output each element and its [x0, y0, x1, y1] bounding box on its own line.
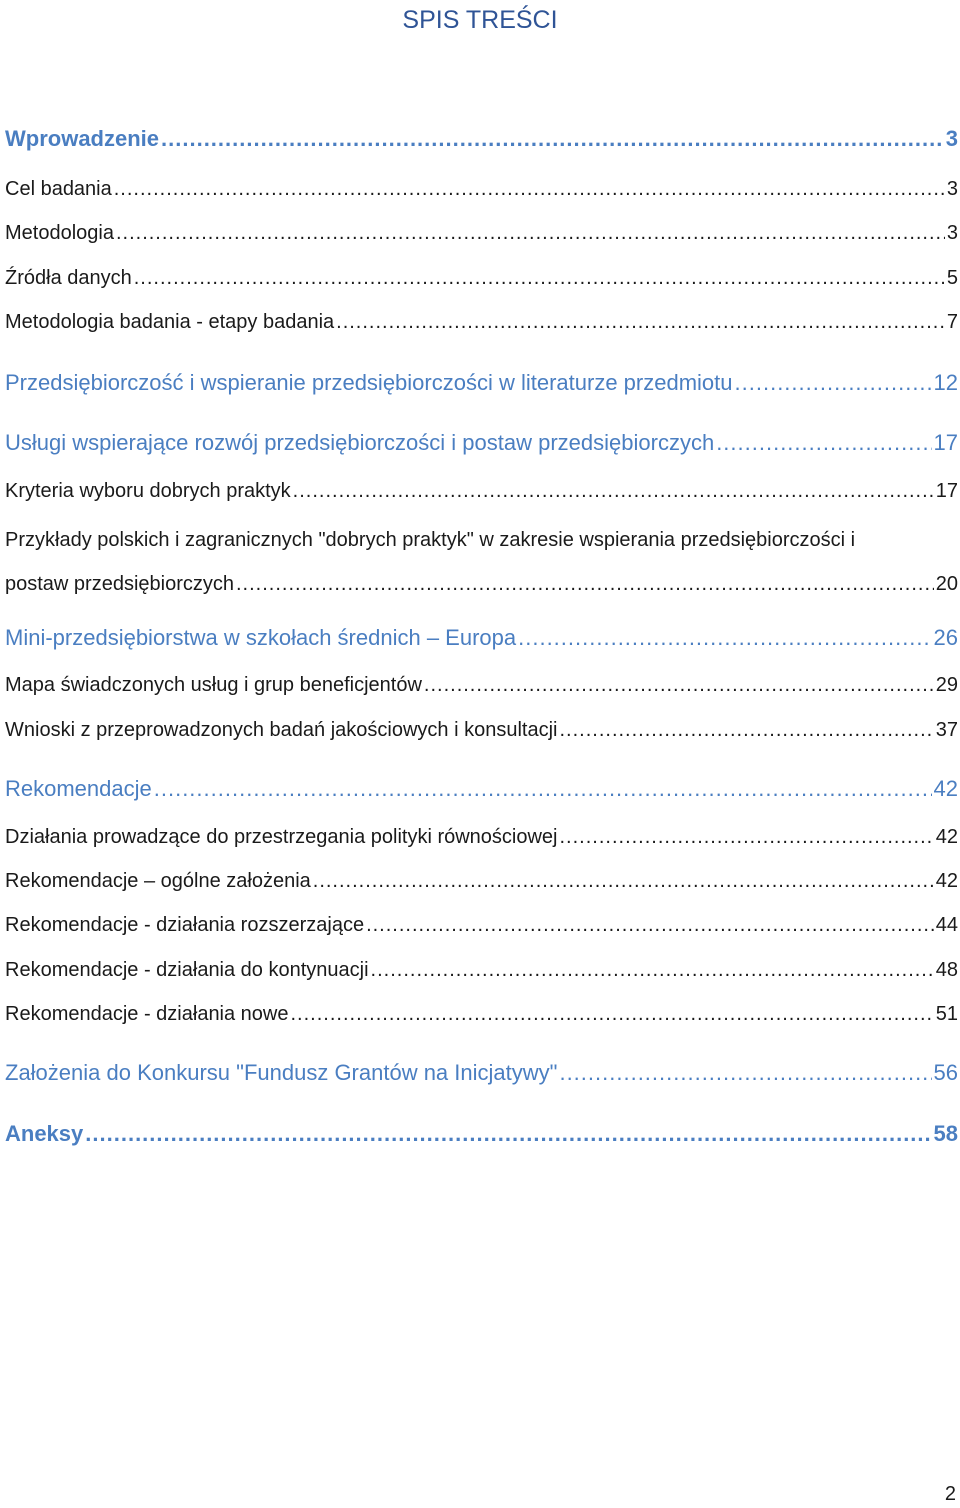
toc-entry-label: Metodologia badania - etapy badania — [5, 311, 335, 333]
toc-leader-dots — [716, 430, 931, 456]
document-title: SPIS TREŚCI — [402, 6, 558, 34]
toc-entry-wnioski[interactable] — [5, 719, 958, 751]
toc-entry-page: 44 — [935, 914, 958, 936]
toc-entry-page: 3 — [945, 126, 958, 151]
toc-entry-page: 17 — [935, 480, 958, 502]
toc-entry-page: 7 — [946, 311, 958, 333]
toc-entry-page: 58 — [933, 1121, 958, 1146]
toc-entry-page: 3 — [946, 178, 958, 200]
toc-leader-dots — [154, 776, 932, 802]
toc-entry-page: 37 — [935, 719, 958, 741]
toc-entry-kryteria-wyboru[interactable] — [5, 480, 958, 512]
toc-entry-page: 20 — [935, 573, 958, 595]
toc-entry-page: 5 — [946, 267, 958, 289]
toc-leader-dots — [293, 480, 934, 503]
toc-entry-page: 29 — [935, 674, 958, 696]
toc-leader-dots — [116, 222, 945, 245]
toc-entry-uslugi-wspierajace[interactable] — [5, 430, 958, 466]
toc-entry-page: 26 — [933, 625, 958, 650]
toc-leader-dots — [161, 126, 944, 152]
toc-entry-rekomendacje-kontynuacja[interactable] — [5, 959, 958, 991]
toc-leader-dots — [366, 914, 934, 937]
toc-entry-label: Rekomendacje - działania rozszerzające — [5, 914, 365, 936]
toc-entry-label-line2: postaw przedsiębiorczych — [5, 573, 234, 595]
toc-entry-metodologia-etapy[interactable] — [5, 311, 958, 343]
toc-entry-label: Źródła danych — [5, 267, 132, 289]
toc-entry-label: Usługi wspierające rozwój przedsiębiorczości i postaw przedsiębiorczych — [5, 430, 715, 455]
toc-leader-dots — [735, 370, 932, 396]
toc-leader-dots — [134, 267, 945, 290]
toc-entry-przyklady-dobrych-praktyk[interactable] — [5, 518, 958, 606]
toc-leader-dots — [424, 674, 934, 697]
toc-entry-rekomendacje-ogolne[interactable] — [5, 870, 958, 902]
toc-entry-rekomendacje-rozszerzajace[interactable] — [5, 914, 958, 946]
toc-leader-dots — [85, 1121, 931, 1147]
toc-leader-dots — [371, 959, 934, 982]
toc-entry-przedsiebiorczosc-literatura[interactable] — [5, 370, 958, 406]
toc-entry-metodologia[interactable] — [5, 222, 958, 254]
toc-entry-label: Cel badania — [5, 178, 112, 200]
table-of-contents — [5, 0, 958, 1200]
toc-leader-dots — [336, 311, 945, 334]
toc-entry-label: Rekomendacje — [5, 776, 152, 801]
toc-entry-label: Mapa świadczonych usług i grup beneficjentów — [5, 674, 422, 696]
toc-entry-page: 48 — [935, 959, 958, 981]
toc-entry-label: Mini-przedsiębiorstwa w szkołach średnich – Europa — [5, 625, 517, 650]
toc-entry-page: 17 — [933, 430, 958, 455]
toc-entry-page: 3 — [946, 222, 958, 244]
toc-leader-dots — [236, 562, 934, 606]
toc-entry-page: 56 — [933, 1060, 958, 1085]
toc-entry-label: Kryteria wyboru dobrych praktyk — [5, 480, 291, 502]
toc-entry-label: Metodologia — [5, 222, 114, 244]
toc-leader-dots — [559, 1060, 931, 1086]
toc-entry-polityka-rownosciowa[interactable] — [5, 826, 958, 858]
toc-entry-label: Rekomendacje – ogólne założenia — [5, 870, 311, 892]
toc-entry-aneksy[interactable] — [5, 1121, 958, 1161]
toc-leader-dots — [560, 826, 934, 849]
toc-entry-zrodla-danych[interactable] — [5, 267, 958, 299]
toc-entry-label-line1: Przykłady polskich i zagranicznych "dobrych praktyk" w zakresie wspierania przedsiębiorczości i — [5, 529, 856, 551]
toc-leader-dots — [291, 1003, 934, 1026]
toc-entry-label: Wprowadzenie — [5, 126, 160, 151]
toc-entry-label: Rekomendacje - działania nowe — [5, 1003, 289, 1025]
toc-entry-page: 51 — [935, 1003, 958, 1025]
page-number: 2 — [944, 1483, 956, 1505]
toc-entry-cel-badania[interactable] — [5, 178, 958, 210]
toc-entry-label: Rekomendacje - działania do kontynuacji — [5, 959, 369, 981]
toc-entry-label: Działania prowadzące do przestrzegania polityki równościowej — [5, 826, 558, 848]
toc-entry-page: 42 — [933, 776, 958, 801]
toc-entry-mini-przedsiebiorstwa[interactable] — [5, 625, 958, 661]
toc-entry-label: Wnioski z przeprowadzonych badań jakościowych i konsultacji — [5, 719, 558, 741]
toc-entry-wprowadzenie[interactable] — [5, 126, 958, 166]
toc-entry-rekomendacje-nowe[interactable] — [5, 1003, 958, 1035]
toc-leader-dots — [518, 625, 931, 651]
toc-leader-dots — [114, 178, 945, 201]
toc-entry-rekomendacje[interactable] — [5, 776, 958, 812]
toc-entry-label: Założenia do Konkursu "Fundusz Grantów na Inicjatywy" — [5, 1060, 558, 1085]
toc-entry-zalozenia-konkursu[interactable] — [5, 1060, 958, 1096]
toc-entry-label: Aneksy — [5, 1121, 84, 1146]
toc-entry-page: 42 — [935, 870, 958, 892]
toc-entry-label: Przedsiębiorczość i wspieranie przedsiębiorczości w literaturze przedmiotu — [5, 370, 733, 395]
toc-entry-mapa-uslug[interactable] — [5, 674, 958, 706]
toc-leader-dots — [313, 870, 934, 893]
toc-entry-page: 42 — [935, 826, 958, 848]
toc-entry-page: 12 — [933, 370, 958, 395]
toc-entry-label-line2-row — [5, 562, 958, 606]
toc-leader-dots — [559, 719, 933, 742]
